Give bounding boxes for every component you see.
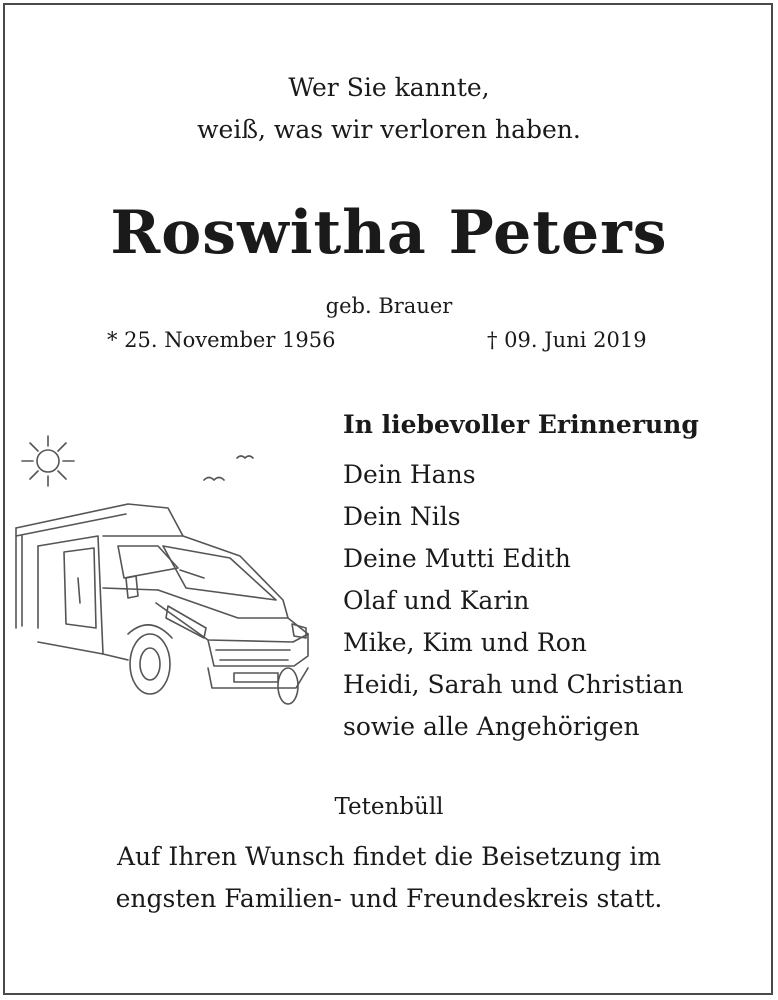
funeral-notice-line-2: engsten Familien- und Freundeskreis statt.: [115, 884, 663, 913]
mourner-item: Dein Hans: [343, 460, 476, 489]
quote-line-2: weiß, was wir verloren haben.: [197, 115, 581, 144]
place-name: Tetenbüll: [334, 794, 444, 820]
mourner-item: Heidi, Sarah und Christian: [343, 670, 684, 699]
mourner-item: sowie alle Angehörigen: [343, 712, 640, 741]
mourner-item: Deine Mutti Edith: [343, 544, 571, 573]
mourner-item: Dein Nils: [343, 502, 461, 531]
death-date: † 09. Juni 2019: [487, 328, 647, 352]
mourner-item: Mike, Kim und Ron: [343, 628, 587, 657]
mourner-item: Olaf und Karin: [343, 586, 530, 615]
quote-line-1: Wer Sie kannte,: [288, 73, 490, 102]
remembrance-heading: In liebevoller Erinnerung: [343, 410, 699, 439]
maiden-name: geb. Brauer: [325, 294, 453, 318]
funeral-notice-line-1: Auf Ihren Wunsch findet die Beisetzung im: [116, 842, 662, 871]
birth-date: * 25. November 1956: [107, 328, 336, 352]
deceased-name: Roswitha Peters: [110, 198, 668, 268]
camper-van-with-sun-icon: [8, 428, 318, 718]
